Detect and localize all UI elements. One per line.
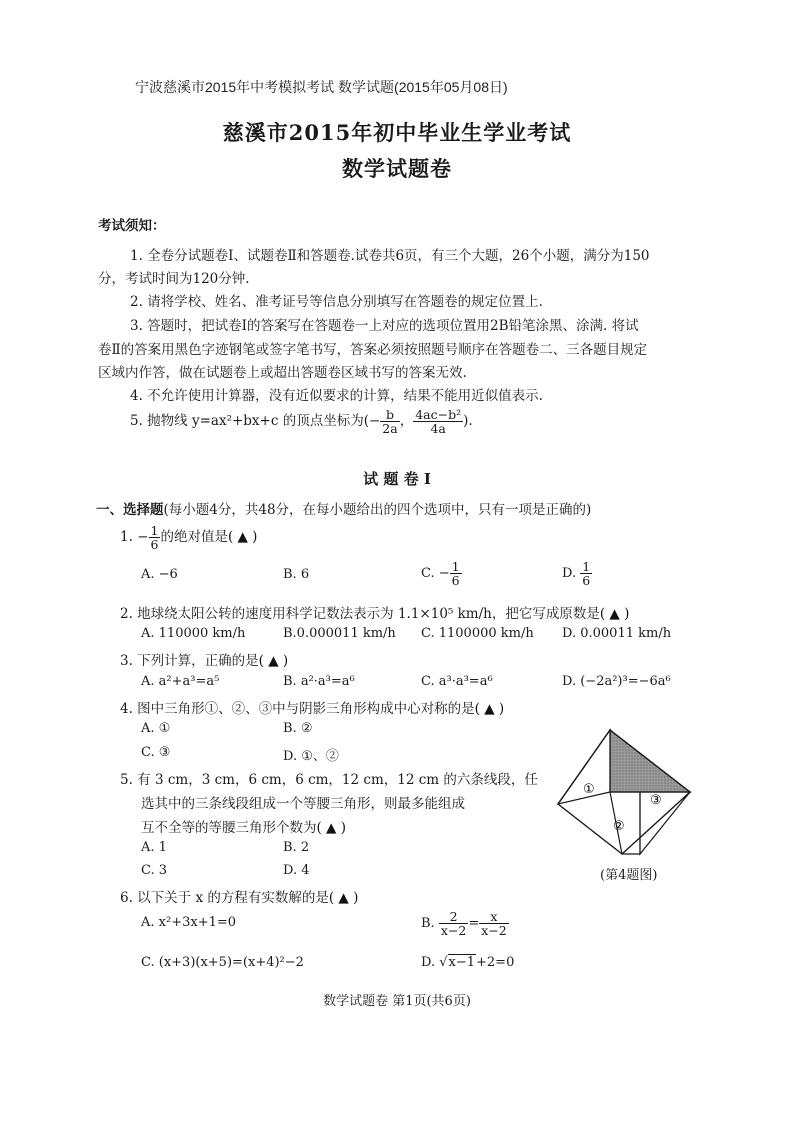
question-5-cont: 选其中的三条线段组成一个等腰三角形，则最多能组成 <box>141 796 465 812</box>
q1-option-b: B. 6 <box>283 567 310 582</box>
source-header: 宁波慈溪市2015年中考模拟考试 数学试题(2015年05月08日) <box>135 79 508 95</box>
triangle-3 <box>640 792 690 854</box>
q4-option-a: A. ① <box>141 721 171 736</box>
q4-figure <box>550 722 700 862</box>
q6-option-a: A. x²+3x+1=0 <box>141 915 237 930</box>
notice-item-3: 3. 答题时，把试卷Ⅰ的答案写在答题卷一上对应的选项位置用2B铅笔涂黑、涂满. 将试 <box>130 318 639 334</box>
q2-option-d: D. 0.00011 km/h <box>562 626 672 641</box>
q3-option-d: D. (−2a²)³=−6a⁶ <box>562 674 671 689</box>
q1-option-d: D. $\frac{1}{6}$ <box>562 559 591 589</box>
figure-label-3: ③ <box>650 793 662 808</box>
q1-option-c: C. − $\frac{1}{6}$ <box>421 559 460 589</box>
vertex-y-fraction: $\frac{\text{4ac−b²}}{4a}$ <box>415 407 462 437</box>
question-6: 6. 以下关于 x 的方程有实数解的是( ▲ ) <box>120 890 359 906</box>
q3-option-a: A. a²+a³=a⁵ <box>141 674 220 689</box>
paper-title: 数学试题卷 <box>342 156 452 181</box>
q5-option-c: C. 3 <box>141 863 168 878</box>
figure-label-1: ① <box>583 782 595 797</box>
q4-option-b: B. ② <box>283 721 313 736</box>
q5-option-a: A. 1 <box>141 840 167 855</box>
question-4: 4. 图中三角形①、②、③中与阴影三角形构成中心对称的是( ▲ ) <box>120 701 505 717</box>
q2-option-c: C. 1100000 km/h <box>421 626 534 641</box>
notice-item-1-cont: 分，考试时间为120分钟. <box>98 271 250 287</box>
q2-option-b: B.0.000011 km/h <box>283 626 396 641</box>
section-title: 试 题 卷 Ⅰ <box>363 470 431 488</box>
q4-option-d: D. ①、② <box>283 749 339 764</box>
q3-option-b: B. a²·a³=a⁶ <box>283 674 355 689</box>
part1-heading: 一、选择题(每小题4分，共48分，在每小题给出的四个选项中，只有一项是正确的) <box>96 502 592 518</box>
q6-option-d: D. √x−1+2=0 <box>421 955 515 970</box>
q2-option-a: A. 110000 km/h <box>141 626 246 641</box>
q5-option-b: B. 2 <box>283 840 310 855</box>
figure-caption: (第4题图) <box>600 868 658 883</box>
notice-item-4: 4. 不允许使用计算器，没有近似要求的计算，结果不能用近似值表示. <box>130 388 543 404</box>
q1-fraction: $\frac{1}{6}$ <box>150 523 159 553</box>
exam-title: 慈溪市2015年初中毕业生学业考试 <box>222 120 572 145</box>
notice-item-3-cont: 卷Ⅱ的答案用黑色字迹钢笔或签字笔书写，答案必须按照题号顺序在答题卷二、三各题目规定 <box>98 342 648 358</box>
notice-item-1: 1. 全卷分试题卷Ⅰ、试题卷Ⅱ和答题卷.试卷共6页，有三个大题，26个小题，满分为150 <box>130 248 650 264</box>
question-2: 2. 地球绕太阳公转的速度用科学记数法表示为 1.1×10⁵ km/h，把它写成原数是( ▲ ) <box>120 606 630 622</box>
notice-item-5: 5. 抛物线 y=ax²+bx+c 的顶点坐标为(− $\frac{b}{2a}$ ， $\frac{\text{4ac−b²}}{4a}$ ). <box>130 407 473 437</box>
question-3: 3. 下列计算，正确的是( ▲ ) <box>120 653 289 669</box>
notice-heading: 考试须知： <box>98 218 166 234</box>
question-5-cont2: 互不全等的等腰三角形个数为( ▲ ) <box>141 820 346 836</box>
q6-option-c: C. (x+3)(x+5)=(x+4)²−2 <box>141 955 304 970</box>
question-1: 1. − $\frac{1}{6}$ 的绝对值是( ▲ ) <box>120 523 258 553</box>
question-5: 5. 有 3 cm，3 cm，6 cm，6 cm，12 cm，12 cm 的六条线段，任 <box>120 772 538 788</box>
q3-option-c: C. a³·a³=a⁶ <box>421 674 493 689</box>
q6-option-b: B. $\frac{2}{x-2}$ = $\frac{x}{x-2}$ <box>421 909 507 939</box>
notice-item-2: 2. 请将学校、姓名、准考证号等信息分别填写在答题卷的规定位置上. <box>130 294 543 310</box>
vertex-x-fraction: $\frac{b}{2a}$ <box>382 407 398 437</box>
figure-label-2: ② <box>613 819 625 834</box>
q1-option-a: A. −6 <box>141 567 178 582</box>
q4-option-c: C. ③ <box>141 745 171 760</box>
page-footer: 数学试题卷 第1页(共6页) <box>323 994 471 1009</box>
q5-option-d: D. 4 <box>283 863 310 878</box>
notice-item-3-cont2: 区域内作答，做在试题卷上或超出答题卷区域书写的答案无效. <box>98 365 467 381</box>
